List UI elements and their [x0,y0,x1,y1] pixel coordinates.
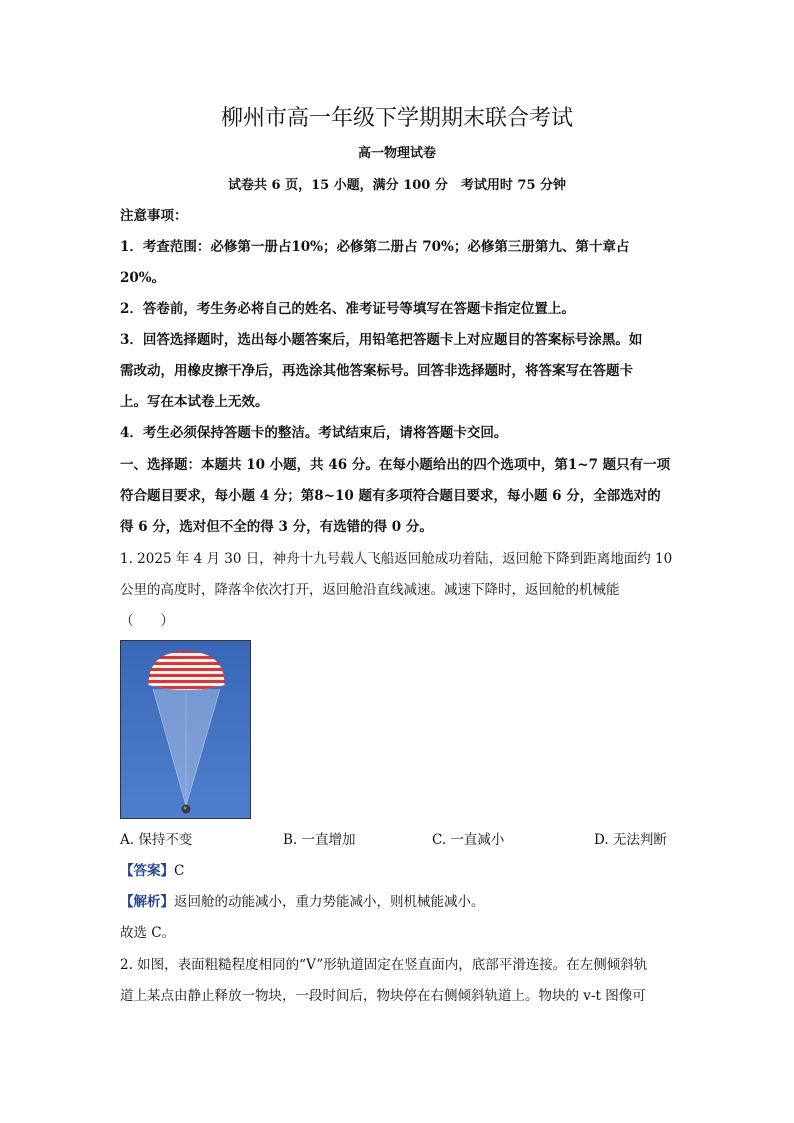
exam-info: 试卷共 6 页，15 小题，满分 100 分 考试用时 75 分钟 [227,178,567,193]
note-3-line-1: 3．回答选择题时，选出每小题答案后，用铅笔把答题卡上对应题目的答案标号涂黑。如 [120,332,643,348]
analysis-text: 返回舱的动能减小，重力势能减小，则机械能减小。 [174,894,485,910]
exam-title: 柳州市高一年级下学期期末联合考试 [220,106,573,131]
note-3-line-2: 需改动，用橡皮擦干净后，再选涂其他答案标号。回答非选择题时，将答案写在答题卡 [120,363,633,379]
question-1-option-b: B. 一直增加 [283,832,356,848]
analysis-tag: 【解析】 [120,894,174,910]
note-2: 2．答卷前，考生务必将自己的姓名、准考证号等填写在答题卡指定位置上。 [120,301,575,317]
answer-value: C [174,863,185,879]
parachute-illustration [121,641,251,819]
question-2-line-1: 2. 如图，表面粗糙程度相同的“V”形轨道固定在竖直面内，底部平滑连接。在左侧倾斜轨 [120,957,648,973]
question-1-conclusion: 故选 C。 [120,925,176,941]
question-1-analysis [120,892,680,912]
section-1-line-2: 符合题目要求，每小题 4 分；第8~10 题有多项符合题目要求，每小题 6 分，全部选对的 [120,488,661,504]
question-1-option-c: C. 一直减小 [432,832,505,848]
question-1-answer [120,861,680,881]
notes-heading: 注意事项： [120,208,188,224]
question-1-option-a: A. 保持不变 [120,832,193,848]
question-1-blank: （ ） [120,613,174,629]
question-2-line-2: 道上某点由静止释放一物块，一段时间后，物块停在右侧倾斜轨道上。物块的 v-t 图像可 [120,988,646,1004]
section-1-line-3: 得 6 分，选对但不全的得 3 分，有选错的得 0 分。 [120,519,433,535]
answer-tag: 【答案】 [120,863,174,879]
parachute-photo [120,640,251,819]
section-1-line-1: 一、选择题：本题共 10 小题，共 46 分。在每小题给出的四个选项中，第1~7 题只有一项 [120,457,671,473]
question-1-option-d: D. 无法判断 [594,832,667,848]
note-3-line-3: 上。写在本试卷上无效。 [120,394,269,410]
note-1-line-2: 20%。 [120,270,166,286]
note-4: 4．考生必须保持答题卡的整洁。考试结束后，请将答题卡交回。 [120,425,508,441]
note-1-line-1: 1．考查范围：必修第一册占10%；必修第二册占 70%；必修第三册第九、第十章占 [120,239,630,255]
question-1-line-1: 1. 2025 年 4 月 30 日，神舟十九号载人飞船返回舱成功着陆，返回舱下降到距离地面约 10 [120,551,673,567]
question-1-line-2: 公里的高度时，降落伞依次打开，返回舱沿直线减速。减速下降时，返回舱的机械能 [120,582,620,598]
exam-subtitle: 高一物理试卷 [357,146,436,161]
